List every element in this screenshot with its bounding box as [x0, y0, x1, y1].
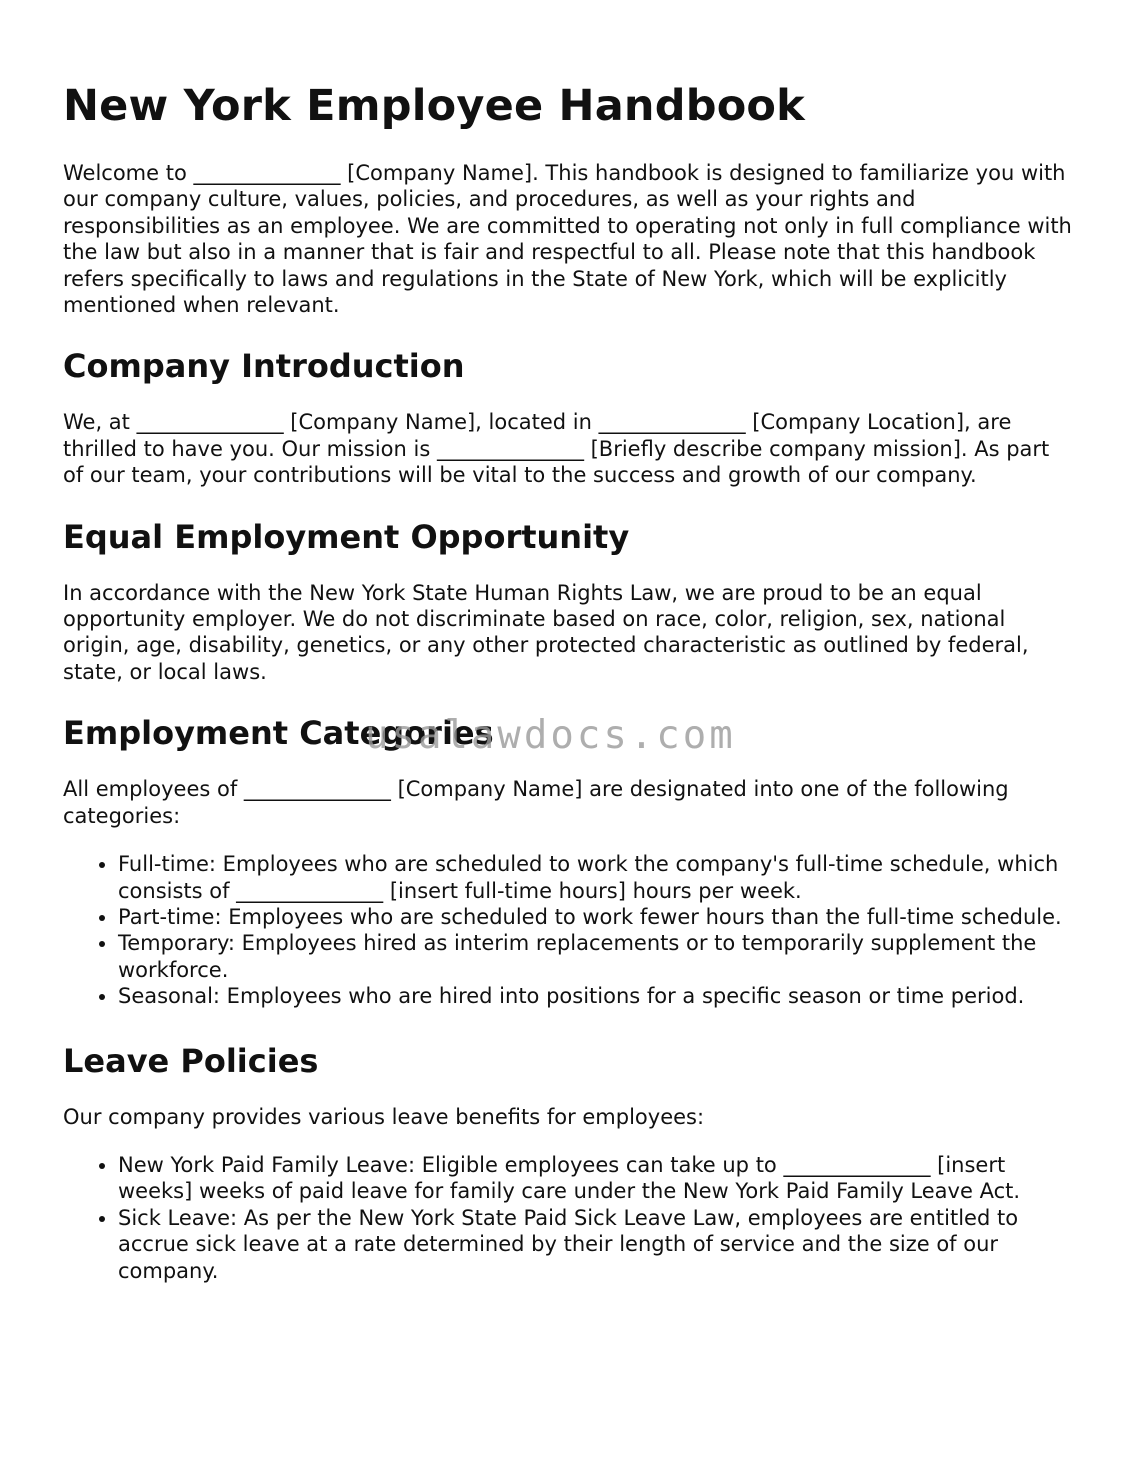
list-item: • Temporary: Employees hired as interim replacements or to temporarily supplement the workforce. [118, 930, 1073, 983]
section-heading: Equal Employment Opportunity [63, 517, 630, 556]
list-item: • New York Paid Family Leave: Eligible employees can take up to ______________ [insert weeks] weeks of paid leave for family care under the New York Paid Family Leave Act. [118, 1152, 1073, 1205]
section-paragraph: All employees of ______________ [Company Name] are designated into one of the following categories: [63, 777, 1009, 828]
bullet-list [63, 1152, 1073, 1284]
section-equal-employment-opportunity [63, 516, 1073, 686]
list-item: • Seasonal: Employees who are hired into positions for a specific season or time period. [118, 983, 1073, 1009]
document-title: New York Employee Handbook [63, 81, 805, 131]
document-page [63, 78, 1073, 1306]
list-item: • Part-time: Employees who are scheduled to work fewer hours than the full-time schedule. [118, 904, 1073, 930]
section-company-introduction [63, 345, 1073, 488]
bullet-list [63, 851, 1073, 1009]
intro-paragraph: Welcome to ______________ [Company Name]. This handbook is designed to familiarize you with our company culture, values, policies, and procedures, as well as your rights and responsibilities as an employee. We are committed to operating not only in full compliance with the law but also in a manner that is fair and respectful to all. Please note that this handbook refers specifically to laws and regulations in the State of New York, which will be explicitly mentioned when relevant. [63, 161, 1072, 318]
section-paragraph: We, at ______________ [Company Name], located in ______________ [Company Location], are thrilled to have you. Our mission is ______________ [Briefly describe company mission]. As part of our team, your contributions will be vital to the success and growth of our company. [63, 410, 1050, 488]
section-paragraph: Our company provides various leave benefits for employees: [63, 1104, 705, 1129]
section-heading: Leave Policies [63, 1041, 319, 1080]
section-heading: Employment Categories [63, 714, 494, 753]
watermark: usalawdocs.com [365, 713, 736, 758]
list-item: • Full-time: Employees who are scheduled to work the company's full-time schedule, which consists of ______________ [insert full-time hours] hours per week. [118, 851, 1073, 904]
section-heading: Company Introduction [63, 347, 465, 386]
section-leave-policies [63, 1040, 1073, 1284]
section-paragraph: In accordance with the New York State Human Rights Law, we are proud to be an equal opportunity employer. We do not discriminate based on race, color, religion, sex, national origin, age, disability, genetics, or any other protected characteristic as outlined by federal, state, or local laws. [63, 580, 1029, 684]
list-item: • Sick Leave: As per the New York State Paid Sick Leave Law, employees are entitled to accrue sick leave at a rate determined by their length of service and the size of our company. [118, 1205, 1073, 1284]
